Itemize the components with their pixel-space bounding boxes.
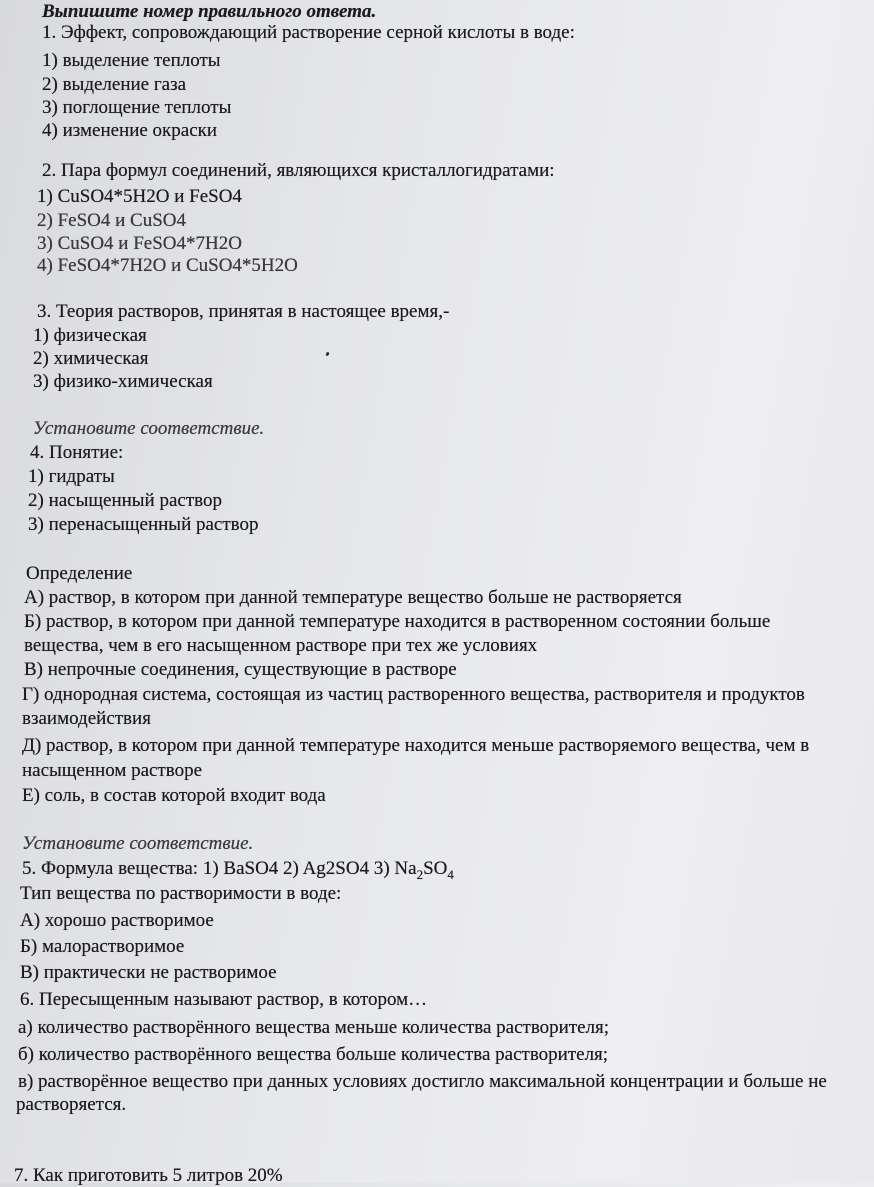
q4-concept-3: 3) перенасыщенный раствор: [28, 514, 259, 535]
q4-concept-2: 2) насыщенный раствор: [28, 490, 222, 511]
q5-formula-sub1: 2: [416, 866, 424, 882]
q1-option-2: 2) выделение газа: [42, 74, 187, 95]
q2-question: 2. Пара формул соединений, являющихся кристаллогидратами:: [42, 160, 555, 181]
q4-definition-v: В) непрочные соединения, существующие в растворе: [24, 659, 457, 680]
q5-formula-line: [22, 858, 454, 886]
q5-formula-prefix: 5. Формула вещества: 1) BaSO4 2) Ag2SO4 3) Na: [22, 858, 417, 879]
q4-definition-d: Д) раствор, в котором при данной температуре находится меньше растворяемого вещества, чем в: [22, 735, 810, 756]
q4-concept-1: 1) гидраты: [28, 466, 115, 487]
q3-option-1: 1) физическая: [33, 325, 147, 346]
q1-option-4: 4) изменение окраски: [42, 120, 218, 141]
q1-option-3: 3) поглощение теплоты: [42, 97, 232, 118]
q6-option-v-cont: растворяется.: [16, 1094, 127, 1115]
q5-formula-mid: SO: [423, 858, 448, 879]
q1-option-1: 1) выделение теплоты: [42, 50, 221, 71]
q4-definition-g: Г) однородная система, состоящая из частиц растворенного вещества, растворителя и продуктов: [22, 684, 805, 705]
q3-question: 3. Теория растворов, принятая в настоящее время,-: [37, 301, 450, 322]
q5-type-a: А) хорошо растворимое: [20, 910, 214, 931]
q4-definition-b-cont: вещества, чем в его насыщенном растворе при тех же условиях: [24, 635, 538, 656]
q5-type-label: Тип вещества по растворимости в воде:: [20, 883, 342, 904]
q6-option-v: в) растворённое вещество при данных условиях достигло максимальной концентрации и больше не: [18, 1071, 827, 1092]
q2-option-3: 3) CuSO4 и FeSO4*7H2O: [37, 233, 242, 254]
q4-concept-label: 4. Понятие:: [30, 442, 124, 463]
q7-partial: 7. Как приготовить 5 литров 20%: [14, 1165, 283, 1186]
q4-definition-b: Б) раствор, в котором при данной температуре находится в растворенном состоянии больше: [24, 611, 771, 632]
paper-speck: [325, 352, 330, 357]
q4-definition-label: Определение: [26, 563, 133, 584]
q4-definition-a: А) раствор, в котором при данной температуре вещество больше не растворяется: [24, 587, 682, 608]
q5-type-v: В) практически не растворимое: [20, 962, 277, 983]
q6-option-b: б) количество растворённого вещества больше количества растворителя;: [18, 1044, 609, 1065]
q1-question: 1. Эффект, сопровождающий растворение серной кислоты в воде:: [42, 22, 575, 43]
q2-option-4: 4) FeSO4*7H2O и CuSO4*5H2O: [37, 255, 298, 276]
heading: Выпишите номер правильного ответа.: [42, 1, 377, 22]
q6-option-a: а) количество растворённого вещества меньше количества растворителя;: [18, 1017, 610, 1038]
q6-question: 6. Пересыщенным называют раствор, в котором…: [20, 989, 428, 1010]
match-heading-2: Установите соответствие.: [22, 833, 254, 854]
q4-definition-g-cont: взаимодействия: [22, 708, 151, 729]
q4-definition-e: Е) соль, в состав которой входит вода: [22, 785, 326, 806]
q2-option-1: 1) CuSO4*5H2O и FeSO4: [37, 186, 242, 207]
q4-definition-d-cont: насыщенном растворе: [22, 760, 203, 781]
q3-option-2: 2) химическая: [33, 348, 149, 369]
q2-option-2: 2) FeSO4 и CuSO4: [37, 210, 186, 231]
match-heading-1: Установите соответствие.: [33, 418, 265, 439]
q5-formula-sub2: 4: [447, 866, 454, 882]
q5-type-b: Б) малорастворимое: [20, 936, 185, 957]
q3-option-3: 3) физико-химическая: [33, 371, 213, 392]
